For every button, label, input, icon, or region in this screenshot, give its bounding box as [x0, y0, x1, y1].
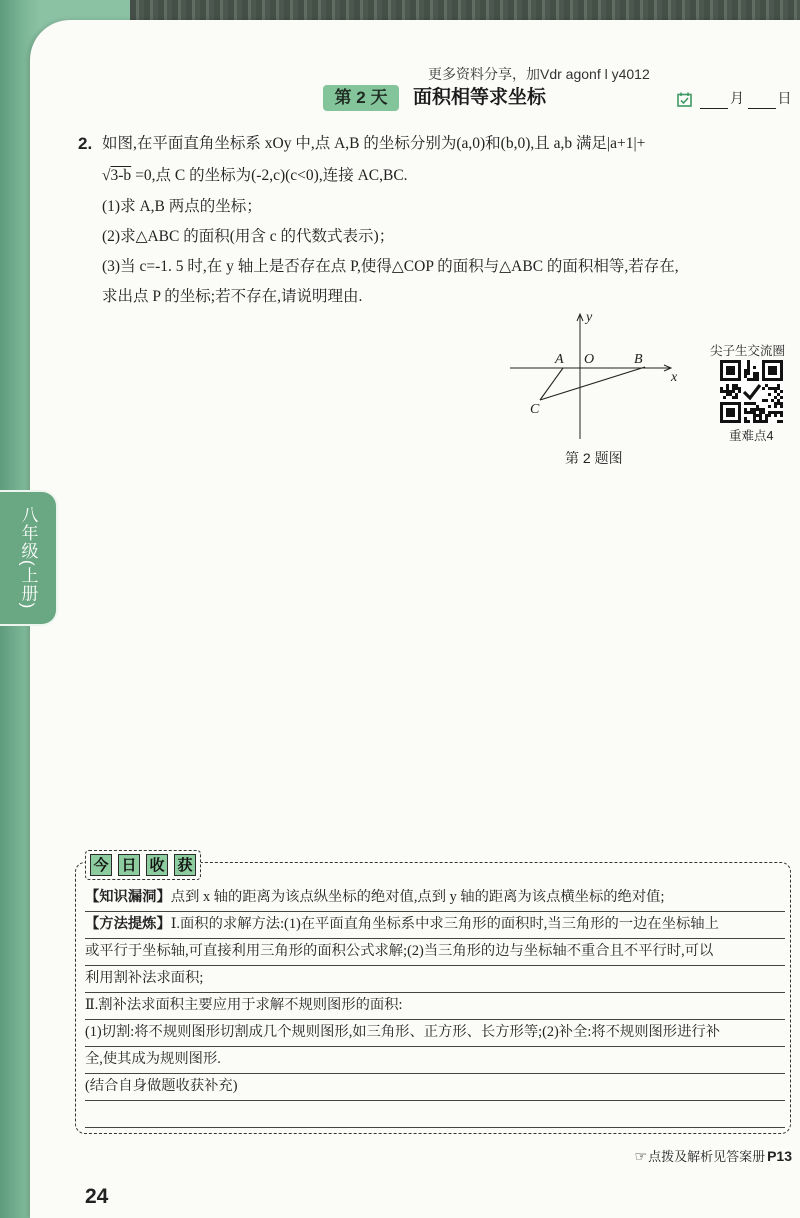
- summary-title-char: 日: [118, 854, 140, 876]
- summary-title-char: 今: [90, 854, 112, 876]
- summary-line-text: Ⅱ.割补法求面积主要应用于求解不规则图形的面积:: [85, 997, 403, 1013]
- summary-title-char: 收: [146, 854, 168, 876]
- question-number: 2.: [78, 134, 93, 153]
- figure-caption: 第 2 题图: [565, 450, 623, 466]
- page-number: 24: [85, 1185, 109, 1208]
- grade-side-tab: [0, 490, 58, 626]
- day-badge: 第 2 天: [323, 85, 399, 111]
- summary-title-char: 获: [174, 854, 196, 876]
- summary-line-text: (1)切割:将不规则图形切割成几个规则图形,如三角形、正方形、长方形等;(2)补全:将不规则图形进行补: [85, 1024, 720, 1040]
- summary-line-text: 点到 x 轴的距离为该点纵坐标的绝对值,点到 y 轴的距离为该点横坐标的绝对值;: [170, 889, 665, 905]
- checkmark-icon: [741, 381, 762, 402]
- sqrt-symbol: √: [102, 167, 111, 184]
- summary-line-text: (结合自身做题收获补充): [85, 1078, 238, 1094]
- pointing-hand-icon: [635, 1149, 649, 1164]
- day-blank: [748, 94, 776, 109]
- summary-line: [85, 939, 785, 966]
- summary-line-text: Ⅰ.面积的求解方法:(1)在平面直角坐标系中求三角形的面积时,当三角形的一边在坐标轴上: [170, 916, 719, 932]
- y-axis-label: y: [586, 310, 593, 325]
- answer-reference-text: 点拨及解析见答案册: [648, 1149, 766, 1164]
- summary-line: [85, 885, 785, 912]
- origin-label: O: [584, 352, 595, 367]
- question-part-3: (3)当 c=-1. 5 时,在 y 轴上是否存在点 P,使得△COP 的面积与△ABC 的面积相等,若存在,: [102, 258, 679, 275]
- summary-line-text: 或平行于坐标轴,可直接利用三角形的面积公式求解;(2)当三角形的边与坐标轴不重合且不平行时,可以: [85, 943, 714, 959]
- page-title: 面积相等求坐标: [413, 87, 547, 108]
- summary-line-label: 【方法提炼】: [85, 916, 171, 932]
- date-field: [700, 91, 792, 109]
- qr-finder-top-right: [762, 360, 783, 381]
- question-line-1: 如图,在平面直角坐标系 xOy 中,点 A,B 的坐标分别为(a,0)和(b,0),且 a,b 满足|a+1|+: [102, 135, 646, 152]
- sqrt-radicand: 3-b: [110, 167, 132, 184]
- summary-line: [85, 912, 785, 939]
- question-line-2: [102, 165, 408, 187]
- qr-finder-bottom-left: [720, 402, 741, 423]
- month-label: 月: [730, 92, 744, 107]
- qr-bottom-label: 重难点4: [729, 429, 774, 443]
- summary-line: [85, 993, 785, 1020]
- summary-line-text: 利用割补法求面积;: [85, 970, 204, 986]
- month-blank: [700, 94, 728, 109]
- question-part-1: (1)求 A,B 两点的坐标；: [102, 198, 262, 215]
- question-part-2: (2)求△ABC 的面积(用含 c 的代数式表示)；: [102, 228, 395, 245]
- question-line-2-rest: =0,点 C 的坐标为(-2,c)(c<0),连接 AC,BC.: [135, 167, 408, 184]
- answer-reference: [635, 1147, 793, 1166]
- point-a-label: A: [555, 352, 564, 367]
- point-b-label: B: [634, 352, 643, 367]
- summary-line: [85, 1074, 785, 1101]
- watermark-text: 更多资料分享，加Vdr agonf l y4012: [428, 66, 650, 82]
- question-part-3-continued: 求出点 P 的坐标;若不存在,请说明理由.: [102, 288, 363, 305]
- summary-title: [85, 850, 201, 880]
- answer-page-ref: P13: [767, 1148, 792, 1164]
- calendar-check-icon: [677, 92, 692, 107]
- x-axis-label: x: [671, 370, 678, 385]
- summary-line-text: 全,使其成为规则图形.: [85, 1051, 221, 1067]
- book-binding-edge: [130, 0, 800, 22]
- summary-line: [85, 1047, 785, 1074]
- grade-label: 八年级(上册): [18, 506, 38, 610]
- summary-line: [85, 1020, 785, 1047]
- qr-finder-top-left: [720, 360, 741, 381]
- qr-code[interactable]: [720, 360, 783, 423]
- day-label: 日: [777, 92, 792, 107]
- point-c-label: C: [530, 402, 540, 417]
- segment-ac: [540, 368, 563, 400]
- summary-line-label: 【知识漏洞】: [85, 889, 171, 905]
- coordinate-figure: [500, 305, 690, 445]
- qr-top-label: 尖子生交流圈: [710, 344, 786, 358]
- summary-blank-line[interactable]: [85, 1101, 785, 1128]
- summary-line: [85, 966, 785, 993]
- segment-bc: [540, 367, 645, 400]
